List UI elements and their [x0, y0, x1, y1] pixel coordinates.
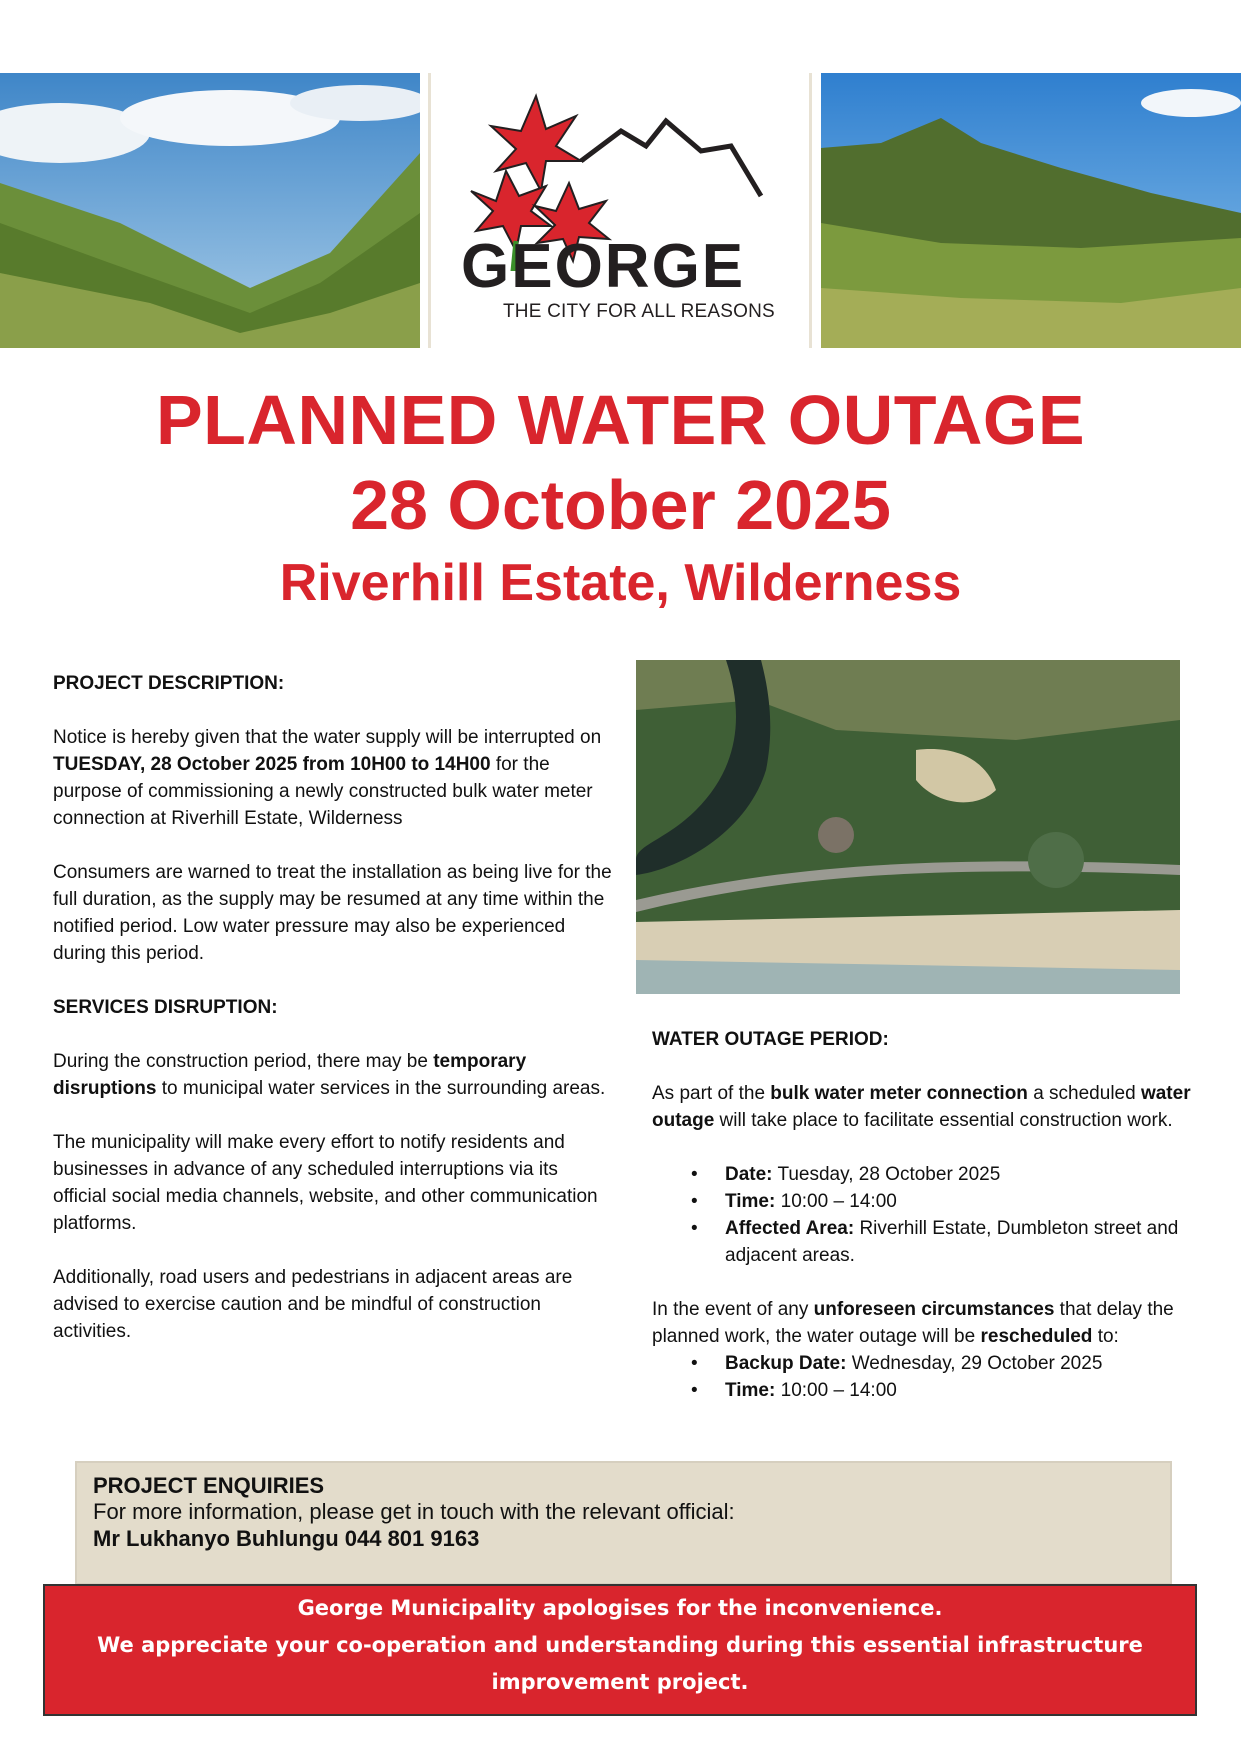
left-column: [53, 670, 613, 1345]
mountain-peak-photo: [821, 73, 1241, 348]
page-title: PLANNED WATER OUTAGE: [155, 381, 1086, 459]
bullet-icon: •: [691, 1218, 698, 1239]
outage-period-heading: WATER OUTAGE PERIOD:: [652, 1029, 889, 1050]
list-item: • Time: 10:00 – 14:00: [652, 1188, 1212, 1215]
bullet-icon: •: [691, 1191, 698, 1212]
caution-paragraph: Additionally, road users and pedestrians in adjacent areas are advised to exercise caution and be mindful of construction activities.: [53, 1267, 573, 1342]
project-enquiries-box: [75, 1461, 1172, 1585]
reschedule-paragraph: In the event of any unforeseen circumstances that delay the planned work, the water outage will be rescheduled to:: [652, 1299, 1174, 1347]
warning-paragraph: Consumers are warned to treat the installation as being live for the full duration, as the supply may be resumed at any time within the notified period. Low water pressure may also be experienced during this period.: [53, 862, 612, 964]
list-item: • Date: Tuesday, 28 October 2025: [652, 1161, 1212, 1188]
list-item: • Affected Area: Riverhill Estate, Dumbleton street and adjacent areas.: [652, 1215, 1212, 1269]
enquiries-text: For more information, please get in touch with the relevant official:: [93, 1499, 735, 1524]
notification-paragraph: The municipality will make every effort to notify residents and businesses in advance of any scheduled interruptions via its official social media channels, website, and other communication platforms.: [53, 1132, 598, 1234]
enquiries-heading: PROJECT ENQUIRIES: [93, 1473, 325, 1498]
george-logo: [428, 73, 812, 348]
bullet-icon: •: [691, 1380, 698, 1401]
enquiries-contact: Mr Lukhanyo Buhlungu 044 801 9163: [93, 1526, 480, 1551]
outage-intro-paragraph: As part of the bulk water meter connection a scheduled water outage will take place to facilitate essential construction work.: [652, 1083, 1191, 1131]
apology-footer: [43, 1584, 1197, 1716]
footer-line-2: We appreciate your co-operation and understanding during this essential infrastructure improvement project.: [97, 1633, 1143, 1694]
list-item: • Time: 10:00 – 14:00: [652, 1377, 1212, 1404]
project-description-paragraph: Notice is hereby given that the water supply will be interrupted on TUESDAY, 28 October 2025 from 10H00 to 14H00 for the purpose of commissioning a newly constructed bulk water meter connection at Riverhill Estate, Wilderness: [53, 727, 602, 829]
outage-details-list: [652, 1161, 1212, 1269]
bullet-icon: •: [691, 1353, 698, 1374]
logo-tagline: THE CITY FOR ALL REASONS: [503, 301, 775, 322]
logo-wordmark: GEORGE: [461, 232, 746, 301]
disruption-paragraph: During the construction period, there may be temporary disruptions to municipal water services in the surrounding areas.: [53, 1051, 606, 1099]
aerial-map-image: [636, 660, 1180, 994]
outage-location-title: Riverhill Estate, Wilderness: [279, 554, 962, 612]
list-item: • Backup Date: Wednesday, 29 October 2025: [652, 1350, 1212, 1377]
bullet-icon: •: [691, 1164, 698, 1185]
backup-details-list: [652, 1350, 1212, 1404]
outage-date-title: 28 October 2025: [350, 466, 891, 544]
project-description-heading: PROJECT DESCRIPTION:: [53, 673, 285, 694]
services-disruption-heading: SERVICES DISRUPTION:: [53, 997, 278, 1018]
right-column: [652, 1026, 1212, 1404]
mountain-valley-photo: [0, 73, 420, 348]
footer-line-1: George Municipality apologises for the inconvenience.: [297, 1596, 943, 1620]
